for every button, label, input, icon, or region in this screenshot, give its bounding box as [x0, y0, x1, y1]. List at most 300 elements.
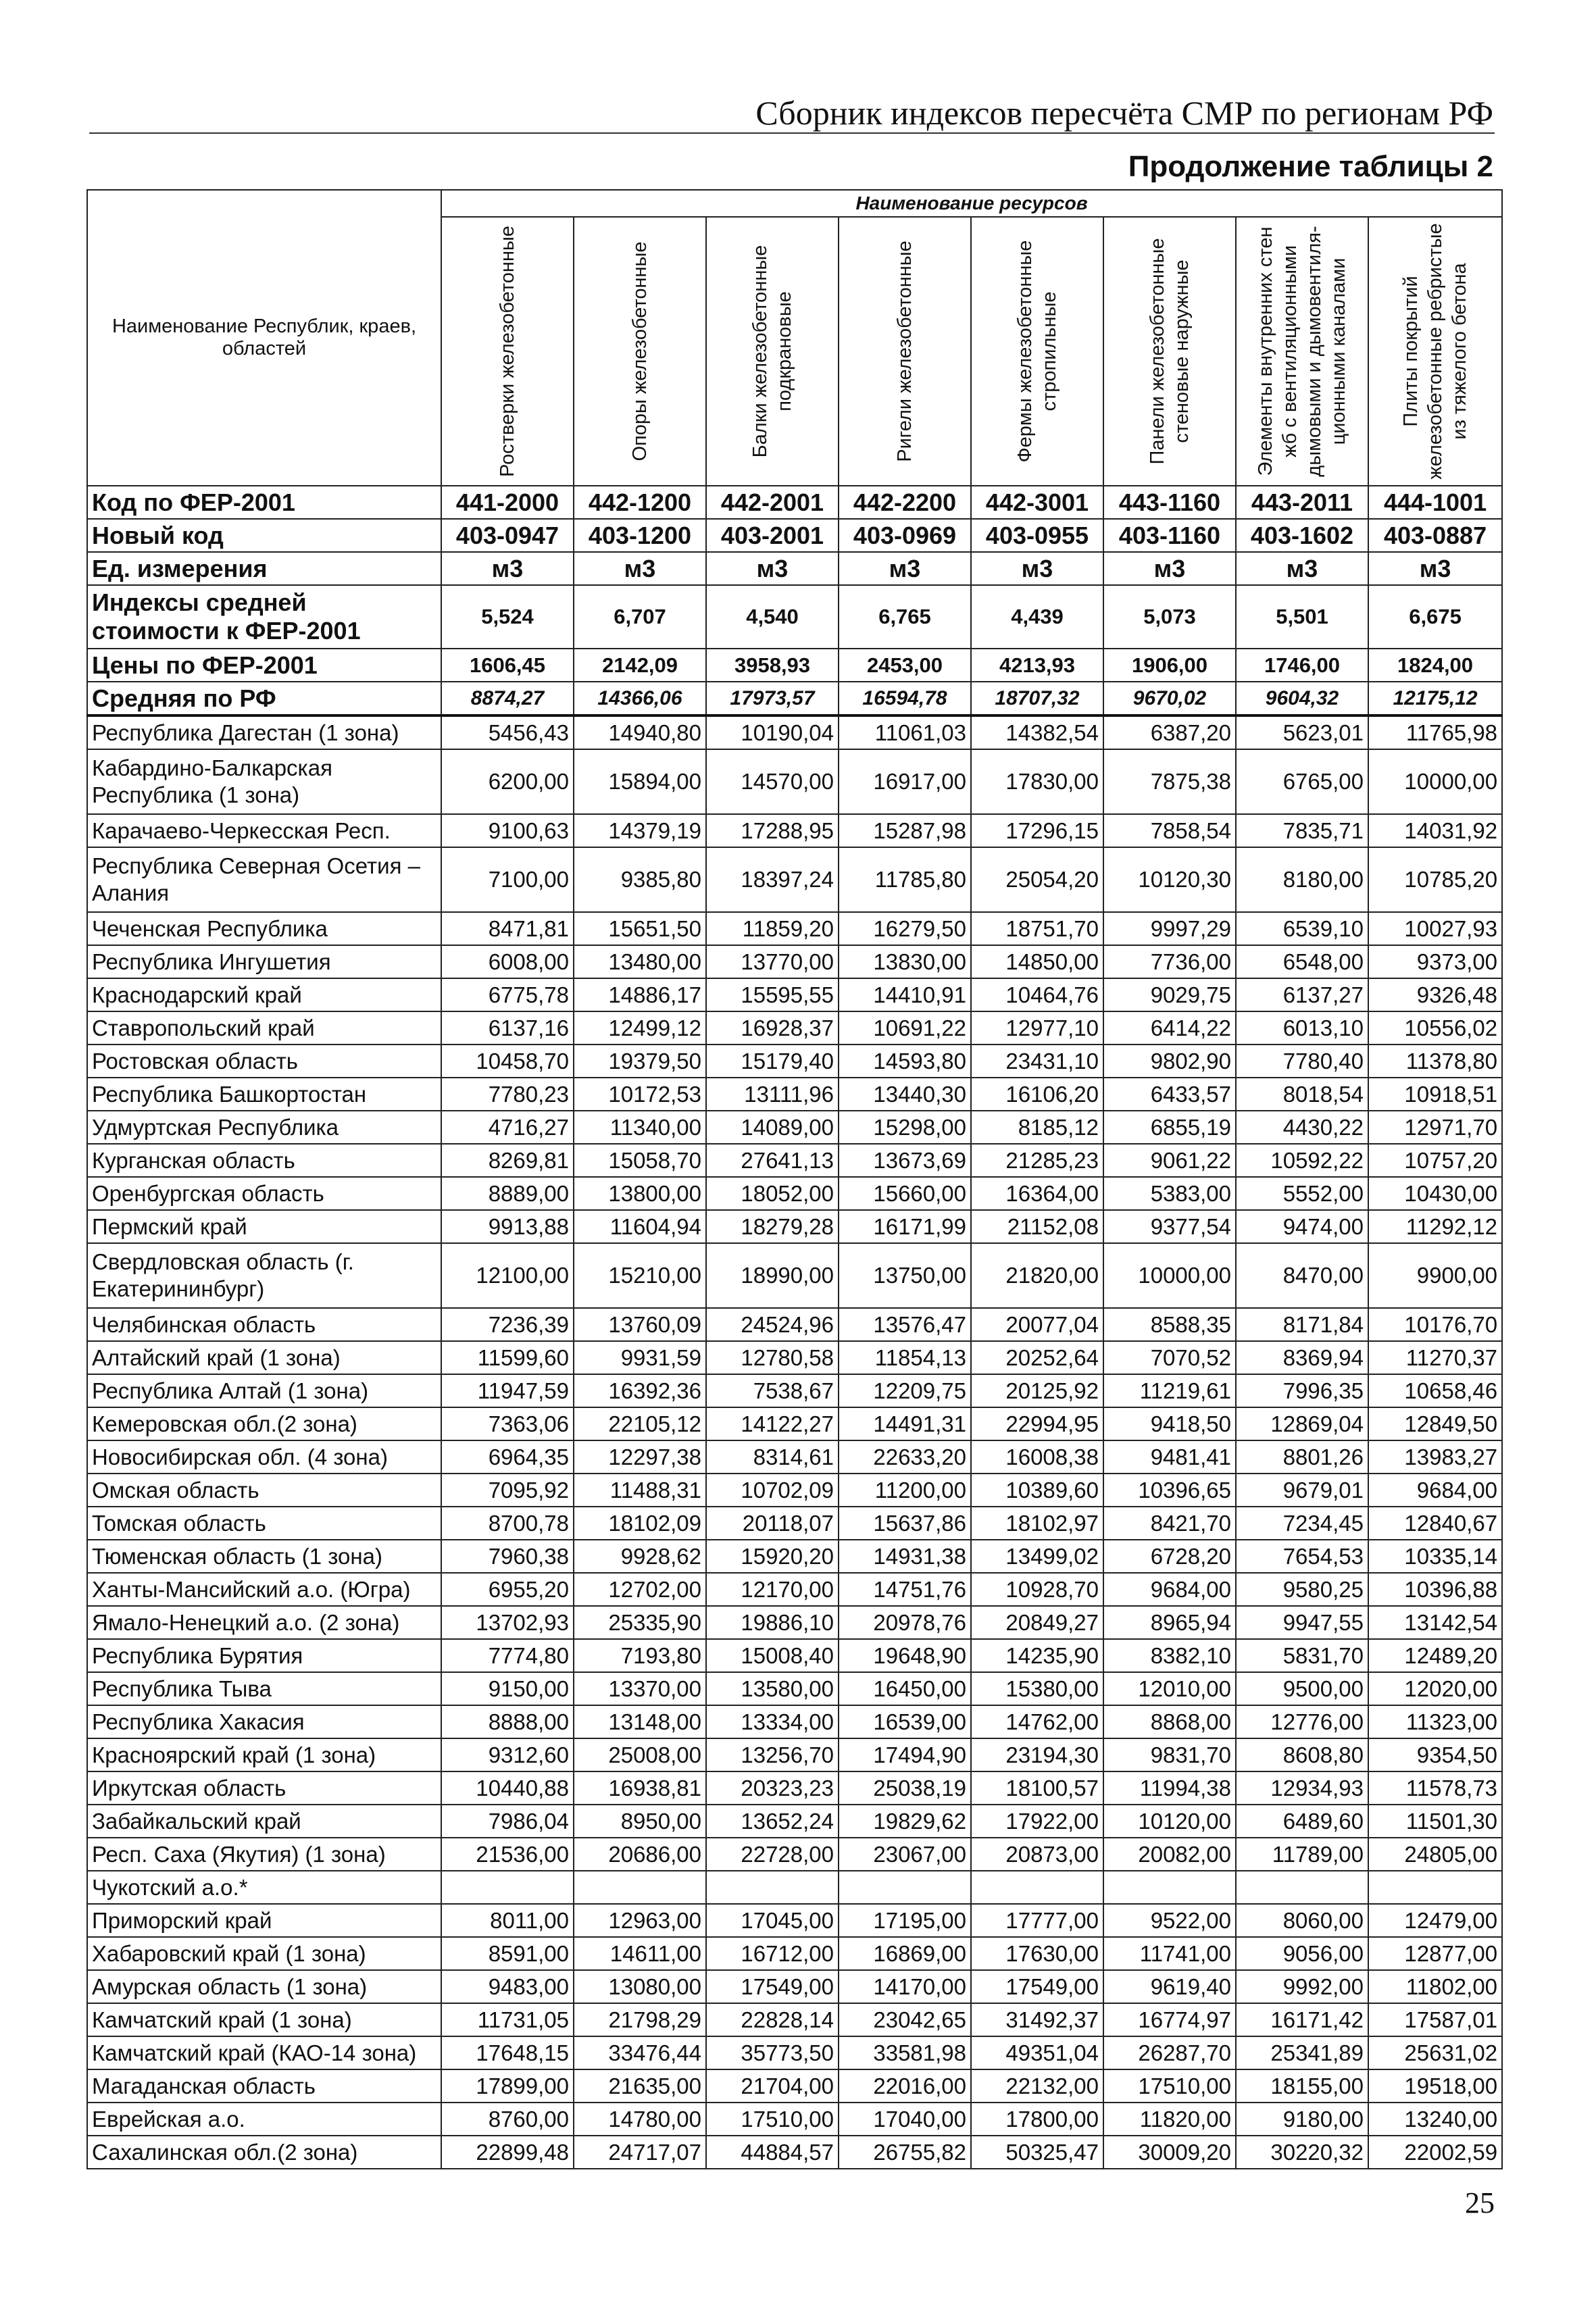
index-value: 11323,00	[1368, 1705, 1502, 1738]
index-value: 12877,00	[1368, 1937, 1502, 1970]
index-value	[1103, 1871, 1236, 1904]
table-continuation-label: Продолжение таблицы 2	[1128, 150, 1493, 183]
index-value: 8471,81	[441, 912, 574, 945]
index-value: 12977,10	[971, 1011, 1103, 1045]
resource-column-label: Панели железобетонные стеновые наружные	[1147, 238, 1193, 465]
region-name: Чукотский а.о.*	[87, 1871, 441, 1904]
row-value: 403-0947	[441, 519, 574, 552]
index-value: 10000,00	[1103, 1243, 1236, 1308]
index-value: 5623,01	[1236, 715, 1368, 749]
index-value: 22016,00	[839, 2069, 971, 2103]
index-value: 26755,82	[839, 2136, 971, 2169]
row-value: 18707,32	[971, 682, 1103, 715]
table-row	[87, 1474, 1502, 1507]
index-value: 21536,00	[441, 1838, 574, 1871]
region-name: Ханты-Мансийский а.о. (Югра)	[87, 1573, 441, 1606]
index-value: 17630,00	[971, 1937, 1103, 1970]
table-row	[87, 1573, 1502, 1606]
index-value: 21820,00	[971, 1243, 1103, 1308]
index-value: 16774,97	[1103, 2003, 1236, 2036]
table-row	[87, 2136, 1502, 2169]
index-value: 12840,67	[1368, 1507, 1502, 1540]
index-value: 22899,48	[441, 2136, 574, 2169]
table-row	[87, 1407, 1502, 1440]
row-value: 6,765	[839, 585, 971, 649]
index-value: 13702,93	[441, 1606, 574, 1639]
index-value: 10556,02	[1368, 1011, 1502, 1045]
index-value: 21704,00	[706, 2069, 839, 2103]
index-value: 11270,37	[1368, 1341, 1502, 1374]
index-value: 9418,50	[1103, 1407, 1236, 1440]
index-value: 16392,36	[574, 1374, 706, 1407]
index-value: 25054,20	[971, 847, 1103, 912]
index-value: 5831,70	[1236, 1639, 1368, 1672]
index-value: 11604,94	[574, 1210, 706, 1243]
index-value: 15058,70	[574, 1144, 706, 1177]
index-value: 21152,08	[971, 1210, 1103, 1243]
index-value: 15210,00	[574, 1243, 706, 1308]
index-value: 16539,00	[839, 1705, 971, 1738]
index-value: 11340,00	[574, 1111, 706, 1144]
index-value: 6387,20	[1103, 715, 1236, 749]
index-value: 19886,10	[706, 1606, 839, 1639]
index-value: 30220,32	[1236, 2136, 1368, 2169]
table-row	[87, 1341, 1502, 1374]
index-value: 12020,00	[1368, 1672, 1502, 1705]
region-name: Тюменская область (1 зона)	[87, 1540, 441, 1573]
index-value: 50325,47	[971, 2136, 1103, 2169]
index-value: 9900,00	[1368, 1243, 1502, 1308]
index-value	[839, 1871, 971, 1904]
index-value: 13148,00	[574, 1705, 706, 1738]
row-value: 441-2000	[441, 486, 574, 519]
index-value	[1368, 1871, 1502, 1904]
index-value: 6964,35	[441, 1440, 574, 1474]
index-value: 10918,51	[1368, 1078, 1502, 1111]
index-value: 7780,23	[441, 1078, 574, 1111]
index-value: 10120,30	[1103, 847, 1236, 912]
region-column-header: Наименование Республик, краев, областей	[87, 190, 441, 486]
index-value: 14570,00	[706, 749, 839, 814]
index-value: 4430,22	[1236, 1111, 1368, 1144]
table-row	[87, 847, 1502, 912]
index-value: 33581,98	[839, 2036, 971, 2069]
resource-column-header	[1368, 217, 1502, 486]
index-value: 5383,00	[1103, 1177, 1236, 1210]
index-value: 17296,15	[971, 814, 1103, 847]
index-value: 12100,00	[441, 1243, 574, 1308]
table-row	[87, 1805, 1502, 1838]
index-value: 21635,00	[574, 2069, 706, 2103]
row-label: Код по ФЕР-2001	[87, 486, 441, 519]
resource-column-header	[839, 217, 971, 486]
index-row	[87, 585, 1502, 649]
table-row	[87, 2036, 1502, 2069]
index-value: 6728,20	[1103, 1540, 1236, 1573]
region-name: Камчатский край (1 зона)	[87, 2003, 441, 2036]
row-value: 9604,32	[1236, 682, 1368, 715]
index-value: 20849,27	[971, 1606, 1103, 1639]
index-value: 10120,00	[1103, 1805, 1236, 1838]
index-value: 23431,10	[971, 1045, 1103, 1078]
row-value: 9670,02	[1103, 682, 1236, 715]
index-value: 49351,04	[971, 2036, 1103, 2069]
row-value: 4,540	[706, 585, 839, 649]
table-row	[87, 1606, 1502, 1639]
index-value: 12297,38	[574, 1440, 706, 1474]
index-value: 7858,54	[1103, 814, 1236, 847]
row-value: м3	[839, 552, 971, 585]
region-name: Забайкальский край	[87, 1805, 441, 1838]
index-value: 9474,00	[1236, 1210, 1368, 1243]
row-value: 1606,45	[441, 649, 574, 682]
index-value: 17510,00	[1103, 2069, 1236, 2103]
index-value: 8011,00	[441, 1904, 574, 1937]
index-value: 9326,48	[1368, 978, 1502, 1011]
table-row	[87, 1243, 1502, 1308]
index-value: 7236,39	[441, 1308, 574, 1341]
resource-column-header	[706, 217, 839, 486]
table-row	[87, 1440, 1502, 1474]
row-value: 443-1160	[1103, 486, 1236, 519]
collection-title: Сборник индексов пересчёта СМР по регионам РФ	[755, 94, 1493, 132]
index-value: 10027,93	[1368, 912, 1502, 945]
index-value: 6955,20	[441, 1573, 574, 1606]
index-value: 24717,07	[574, 2136, 706, 2169]
index-value: 22002,59	[1368, 2136, 1502, 2169]
index-value: 35773,50	[706, 2036, 839, 2069]
index-value: 6489,60	[1236, 1805, 1368, 1838]
index-value: 7654,53	[1236, 1540, 1368, 1573]
table-row	[87, 1374, 1502, 1407]
index-value: 18155,00	[1236, 2069, 1368, 2103]
row-value: м3	[441, 552, 574, 585]
index-value: 20118,07	[706, 1507, 839, 1540]
resource-column-label: Ригели железобетонные	[894, 241, 916, 462]
index-value: 8889,00	[441, 1177, 574, 1210]
index-value: 9947,55	[1236, 1606, 1368, 1639]
index-value: 14850,00	[971, 945, 1103, 978]
region-name: Оренбургская область	[87, 1177, 441, 1210]
region-name: Республика Тыва	[87, 1672, 441, 1705]
index-value: 5456,43	[441, 715, 574, 749]
table-body	[87, 486, 1502, 2169]
index-value: 8608,80	[1236, 1738, 1368, 1771]
index-value: 8421,70	[1103, 1507, 1236, 1540]
index-value: 9373,00	[1368, 945, 1502, 978]
table-row	[87, 814, 1502, 847]
resource-column-label: Опоры железобетонные	[629, 241, 651, 461]
index-value: 6765,00	[1236, 749, 1368, 814]
index-value: 8369,94	[1236, 1341, 1368, 1374]
index-value: 20978,76	[839, 1606, 971, 1639]
table-row	[87, 2003, 1502, 2036]
index-value: 13334,00	[706, 1705, 839, 1738]
index-value: 9580,25	[1236, 1573, 1368, 1606]
index-value: 18990,00	[706, 1243, 839, 1308]
index-value: 12934,93	[1236, 1771, 1368, 1805]
index-value: 6539,10	[1236, 912, 1368, 945]
index-value: 20082,00	[1103, 1838, 1236, 1871]
index-value: 8965,94	[1103, 1606, 1236, 1639]
row-value: 403-2001	[706, 519, 839, 552]
index-value: 8470,00	[1236, 1243, 1368, 1308]
index-value: 19379,50	[574, 1045, 706, 1078]
row-label: Новый код	[87, 519, 441, 552]
index-value: 22728,00	[706, 1838, 839, 1871]
region-name: Еврейская а.о.	[87, 2103, 441, 2136]
index-value: 16279,50	[839, 912, 971, 945]
index-value: 11219,61	[1103, 1374, 1236, 1407]
table-row	[87, 1308, 1502, 1341]
table-row	[87, 1738, 1502, 1771]
index-value: 31492,37	[971, 2003, 1103, 2036]
index-value: 11789,00	[1236, 1838, 1368, 1871]
row-label: Ед. измерения	[87, 552, 441, 585]
index-value: 21285,23	[971, 1144, 1103, 1177]
index-value: 25341,89	[1236, 2036, 1368, 2069]
region-name: Республика Дагестан (1 зона)	[87, 715, 441, 749]
row-value: 403-1602	[1236, 519, 1368, 552]
index-value: 17899,00	[441, 2069, 574, 2103]
index-value: 11200,00	[839, 1474, 971, 1507]
row-value: 5,073	[1103, 585, 1236, 649]
row-value: 4213,93	[971, 649, 1103, 682]
row-value: 5,524	[441, 585, 574, 649]
table-row	[87, 749, 1502, 814]
index-value: 14235,90	[971, 1639, 1103, 1672]
index-value: 7095,92	[441, 1474, 574, 1507]
index-value: 25038,19	[839, 1771, 971, 1805]
index-value: 13480,00	[574, 945, 706, 978]
index-value: 10176,70	[1368, 1308, 1502, 1341]
row-value: 6,675	[1368, 585, 1502, 649]
region-name: Красноярский край (1 зона)	[87, 1738, 441, 1771]
index-value: 13240,00	[1368, 2103, 1502, 2136]
index-value: 7234,45	[1236, 1507, 1368, 1540]
index-value: 18397,24	[706, 847, 839, 912]
index-value: 14593,80	[839, 1045, 971, 1078]
index-value: 10757,20	[1368, 1144, 1502, 1177]
index-value: 14780,00	[574, 2103, 706, 2136]
region-name: Кабардино-Балкарская Республика (1 зона)	[87, 749, 441, 814]
index-value: 9928,62	[574, 1540, 706, 1573]
region-name: Ставропольский край	[87, 1011, 441, 1045]
index-value: 9061,22	[1103, 1144, 1236, 1177]
index-value: 17587,01	[1368, 2003, 1502, 2036]
index-value: 8171,84	[1236, 1308, 1368, 1341]
price-index-table	[86, 189, 1503, 2169]
index-value: 6137,27	[1236, 978, 1368, 1011]
index-value: 7960,38	[441, 1540, 574, 1573]
index-value: 13750,00	[839, 1243, 971, 1308]
index-value: 24805,00	[1368, 1838, 1502, 1871]
table-row	[87, 1904, 1502, 1937]
index-value: 7070,52	[1103, 1341, 1236, 1374]
index-value: 10440,88	[441, 1771, 574, 1805]
index-value: 10430,00	[1368, 1177, 1502, 1210]
index-value: 13830,00	[839, 945, 971, 978]
index-value: 8269,81	[441, 1144, 574, 1177]
index-value: 16364,00	[971, 1177, 1103, 1210]
index-value: 10396,88	[1368, 1573, 1502, 1606]
index-value: 22105,12	[574, 1407, 706, 1440]
index-value: 16917,00	[839, 749, 971, 814]
index-value: 23067,00	[839, 1838, 971, 1871]
row-value: 442-3001	[971, 486, 1103, 519]
index-value: 10396,65	[1103, 1474, 1236, 1507]
index-value: 15651,50	[574, 912, 706, 945]
index-value: 8888,00	[441, 1705, 574, 1738]
index-value: 8180,00	[1236, 847, 1368, 912]
index-value: 9500,00	[1236, 1672, 1368, 1705]
table-row	[87, 2103, 1502, 2136]
index-value: 14122,27	[706, 1407, 839, 1440]
row-value: 2142,09	[574, 649, 706, 682]
index-value: 11741,00	[1103, 1937, 1236, 1970]
index-value: 7835,71	[1236, 814, 1368, 847]
index-value: 13652,24	[706, 1805, 839, 1838]
index-value: 16938,81	[574, 1771, 706, 1805]
index-value: 17288,95	[706, 814, 839, 847]
new-code-row	[87, 519, 1502, 552]
index-value: 11578,73	[1368, 1771, 1502, 1805]
table-row	[87, 1045, 1502, 1078]
row-value: 5,501	[1236, 585, 1368, 649]
row-value: 403-0955	[971, 519, 1103, 552]
index-value: 13142,54	[1368, 1606, 1502, 1639]
row-value: 403-1200	[574, 519, 706, 552]
table-row	[87, 1210, 1502, 1243]
table-row	[87, 1838, 1502, 1871]
index-value: 13499,02	[971, 1540, 1103, 1573]
index-value: 15660,00	[839, 1177, 971, 1210]
index-value: 16712,00	[706, 1937, 839, 1970]
index-value: 8760,00	[441, 2103, 574, 2136]
index-value: 16008,38	[971, 1440, 1103, 1474]
index-value: 11061,03	[839, 715, 971, 749]
index-value: 9802,90	[1103, 1045, 1236, 1078]
region-name: Новосибирская обл. (4 зона)	[87, 1440, 441, 1474]
index-value: 15894,00	[574, 749, 706, 814]
index-value: 15008,40	[706, 1639, 839, 1672]
region-name: Чеченская Республика	[87, 912, 441, 945]
index-value: 9377,54	[1103, 1210, 1236, 1243]
index-value: 20686,00	[574, 1838, 706, 1871]
fer-code-row	[87, 486, 1502, 519]
index-value: 9831,70	[1103, 1738, 1236, 1771]
resource-column-header	[574, 217, 706, 486]
resource-column-header	[1236, 217, 1368, 486]
index-value: 7986,04	[441, 1805, 574, 1838]
table-row	[87, 912, 1502, 945]
index-value: 18102,97	[971, 1507, 1103, 1540]
index-value: 8314,61	[706, 1440, 839, 1474]
row-value: м3	[971, 552, 1103, 585]
index-value: 6855,19	[1103, 1111, 1236, 1144]
index-value: 9481,41	[1103, 1440, 1236, 1474]
index-value: 13440,30	[839, 1078, 971, 1111]
index-value: 7100,00	[441, 847, 574, 912]
region-name: Свердловская область (г. Екатерининбург)	[87, 1243, 441, 1308]
row-label: Цены по ФЕР-2001	[87, 649, 441, 682]
index-value: 10702,09	[706, 1474, 839, 1507]
index-value: 12869,04	[1236, 1407, 1368, 1440]
table-row	[87, 1078, 1502, 1111]
index-value: 10658,46	[1368, 1374, 1502, 1407]
table-row	[87, 978, 1502, 1011]
index-value	[574, 1871, 706, 1904]
index-value: 14886,17	[574, 978, 706, 1011]
index-value: 13673,69	[839, 1144, 971, 1177]
index-value: 6008,00	[441, 945, 574, 978]
index-value: 9684,00	[1103, 1573, 1236, 1606]
index-value: 22132,00	[971, 2069, 1103, 2103]
index-value: 10000,00	[1368, 749, 1502, 814]
index-value: 24524,96	[706, 1308, 839, 1341]
index-value: 15637,86	[839, 1507, 971, 1540]
index-value: 6433,57	[1103, 1078, 1236, 1111]
row-value: 3958,93	[706, 649, 839, 682]
index-value: 16869,00	[839, 1937, 971, 1970]
index-value: 10389,60	[971, 1474, 1103, 1507]
index-value: 17922,00	[971, 1805, 1103, 1838]
index-value: 12971,70	[1368, 1111, 1502, 1144]
index-value: 9483,00	[441, 1970, 574, 2003]
index-value: 8868,00	[1103, 1705, 1236, 1738]
row-value: м3	[706, 552, 839, 585]
index-value: 12489,20	[1368, 1639, 1502, 1672]
row-value: м3	[574, 552, 706, 585]
index-value: 9684,00	[1368, 1474, 1502, 1507]
index-value: 6013,10	[1236, 1011, 1368, 1045]
index-value: 11599,60	[441, 1341, 574, 1374]
index-value: 15920,20	[706, 1540, 839, 1573]
row-value: м3	[1368, 552, 1502, 585]
index-value: 9354,50	[1368, 1738, 1502, 1771]
index-value: 18052,00	[706, 1177, 839, 1210]
region-name: Сахалинская обл.(2 зона)	[87, 2136, 441, 2169]
index-value: 22994,95	[971, 1407, 1103, 1440]
table-row	[87, 1937, 1502, 1970]
row-value: 444-1001	[1368, 486, 1502, 519]
index-value: 23194,30	[971, 1738, 1103, 1771]
row-value: 17973,57	[706, 682, 839, 715]
row-value: 14366,06	[574, 682, 706, 715]
row-value: 12175,12	[1368, 682, 1502, 715]
region-name: Томская область	[87, 1507, 441, 1540]
row-value: 4,439	[971, 585, 1103, 649]
region-name: Магаданская область	[87, 2069, 441, 2103]
index-value: 10464,76	[971, 978, 1103, 1011]
index-value: 18751,70	[971, 912, 1103, 945]
index-value: 17195,00	[839, 1904, 971, 1937]
region-name: Хабаровский край (1 зона)	[87, 1937, 441, 1970]
row-value: 6,707	[574, 585, 706, 649]
table-row	[87, 1672, 1502, 1705]
row-label: Средняя по РФ	[87, 682, 441, 715]
index-value: 44884,57	[706, 2136, 839, 2169]
index-value: 14491,31	[839, 1407, 971, 1440]
index-value: 20125,92	[971, 1374, 1103, 1407]
index-value: 13580,00	[706, 1672, 839, 1705]
index-value: 15380,00	[971, 1672, 1103, 1705]
index-value: 9385,80	[574, 847, 706, 912]
index-value: 9180,00	[1236, 2103, 1368, 2136]
index-value: 8801,26	[1236, 1440, 1368, 1474]
table-row	[87, 2069, 1502, 2103]
row-value: м3	[1236, 552, 1368, 585]
